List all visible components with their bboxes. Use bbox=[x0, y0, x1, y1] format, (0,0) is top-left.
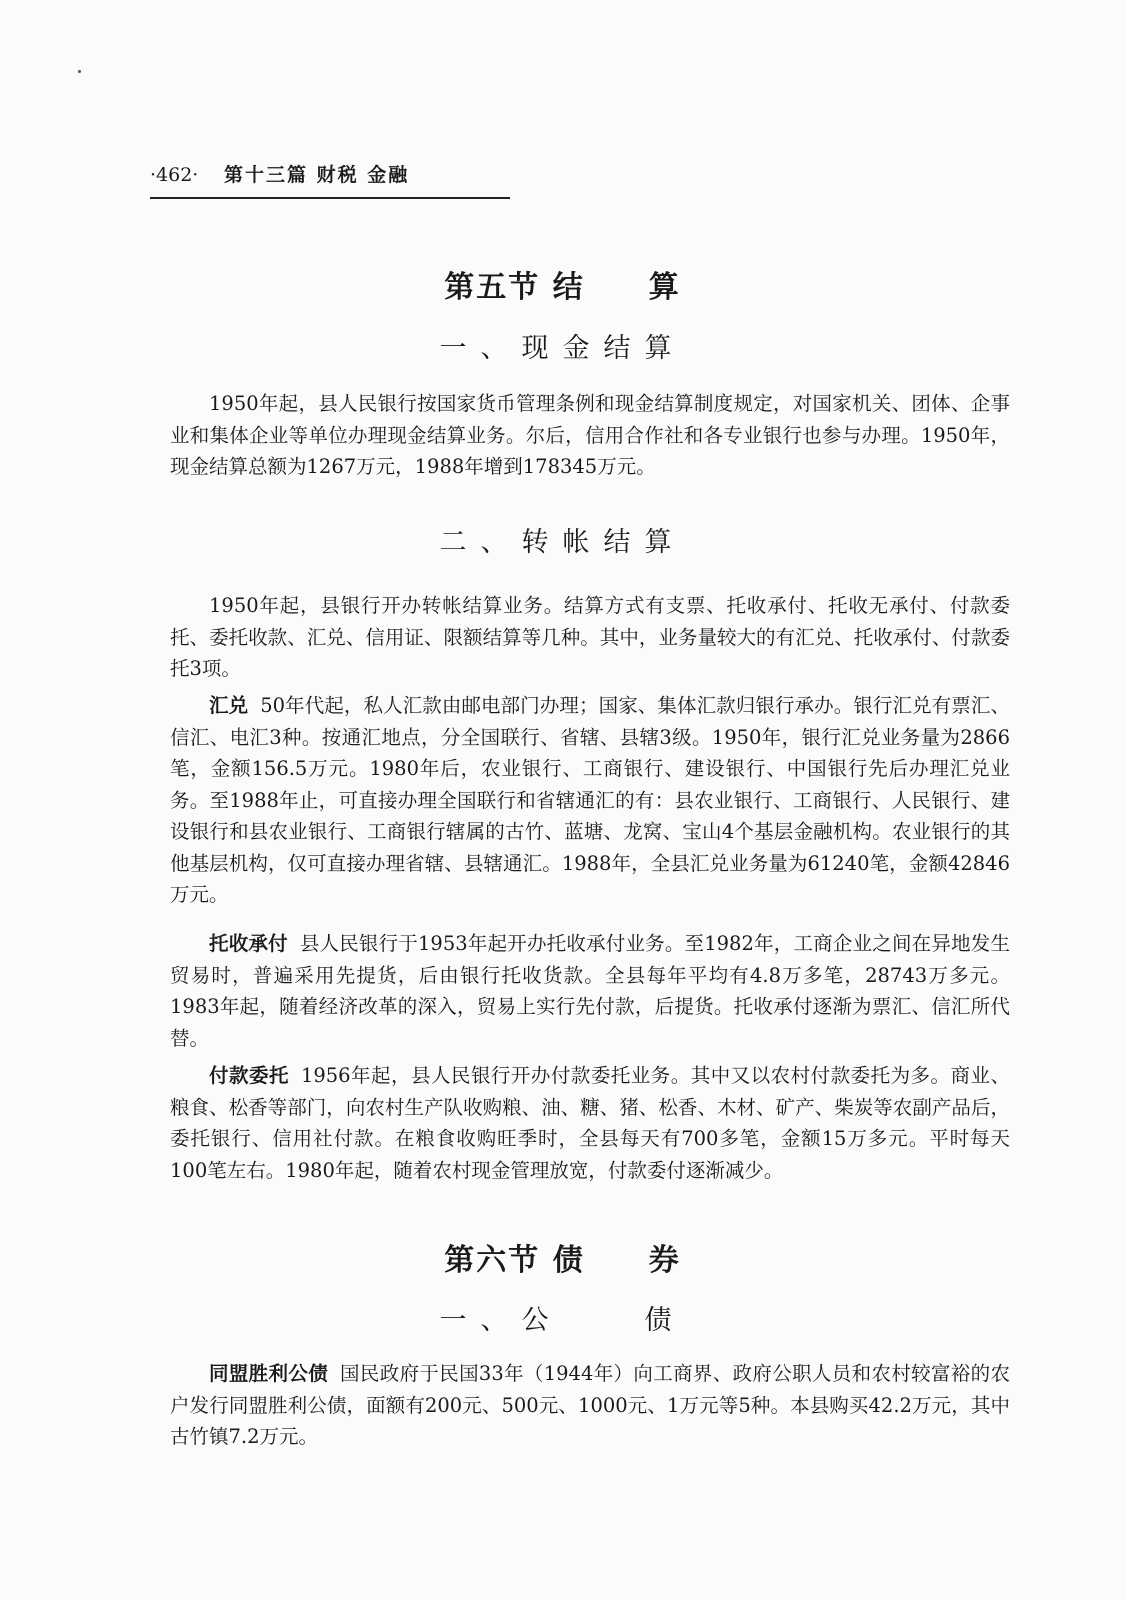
paragraph-lead-term: 同盟胜利公债 bbox=[209, 1362, 329, 1385]
paragraph-victory-bonds bbox=[170, 1358, 1010, 1453]
paragraph-payment-entrustment bbox=[170, 1060, 1010, 1186]
subsection-title-transfer-settlement: 二、转帐结算 bbox=[439, 527, 686, 558]
paragraph-cash-settlement bbox=[170, 388, 1010, 483]
paragraph-collection-acceptance bbox=[170, 928, 1010, 1054]
paragraph-remittance bbox=[170, 690, 1010, 911]
paragraph-lead-term: 汇兑 bbox=[209, 694, 249, 717]
part-title: 第十三篇 财税 金融 bbox=[223, 164, 410, 186]
scan-speck bbox=[78, 70, 81, 73]
paragraph-text: 县人民银行于1953年起开办托收承付业务。至1982年，工商企业之间在异地发生贸易时，普遍采用先提货，后由银行托收货款。全县每年平均有4.8万多笔，28743万多元。1983年起，随着经济改革的深入，贸易上实行先付款，后提货。托收承付逐渐为票汇、信汇所代替。 bbox=[170, 932, 1010, 1050]
paragraph-text: 国民政府于民国33年（1944年）向工商界、政府公职人员和农村较富裕的农户发行同盟胜利公债，面额有200元、500元、1000元、1万元等5种。本县购买42.2万元，其中古竹镇7.2万元。 bbox=[170, 1362, 1010, 1448]
running-header bbox=[150, 160, 510, 199]
paragraph-lead-term: 托收承付 bbox=[209, 932, 288, 955]
page-number: ·462· bbox=[150, 164, 199, 186]
subsection-title-cash-settlement: 一、现金结算 bbox=[439, 333, 686, 364]
paragraph-text: 50年代起，私人汇款由邮电部门办理；国家、集体汇款归银行承办。银行汇兑有票汇、信汇、电汇3种。按通汇地点，分全国联行、省辖、县辖3级。1950年，银行汇兑业务量为2866笔，金额156.5万元。1980年后，农业银行、工商银行、建设银行、中国银行先后办理汇兑业务。至1988年止，可直接办理全国联行和省辖通汇的有：县农业银行、工商银行、人民银行、建设银行和县农业银行、工商银行辖属的古竹、蓝塘、龙窝、宝山4个基层金融机构。农业银行的其他基层机构，仅可直接办理省辖、县辖通汇。1988年，全县汇兑业务量为61240笔，金额42846万元。 bbox=[170, 694, 1010, 906]
paragraph-text: 1950年起，县银行开办转帐结算业务。结算方式有支票、托收承付、托收无承付、付款委托、委托收款、汇兑、信用证、限额结算等几种。其中，业务量较大的有汇兑、托收承付、付款委托3项。 bbox=[170, 594, 1010, 680]
paragraph-text: 1956年起，县人民银行开办付款委托业务。其中又以农村付款委托为多。商业、粮食、松香等部门，向农村生产队收购粮、油、糖、猪、松香、木材、矿产、柴炭等农副产品后，委托银行、信用社付款。在粮食收购旺季时，全县每天有700多笔，金额15万多元。平时每天100笔左右。1980年起，随着农村现金管理放宽，付款委付逐渐减少。 bbox=[170, 1064, 1010, 1182]
paragraph-text: 1950年起，县人民银行按国家货币管理条例和现金结算制度规定，对国家机关、团体、企事业和集体企业等单位办理现金结算业务。尔后，信用合作社和各专业银行也参与办理。1950年，现金结算总额为1267万元，1988年增到178345万元。 bbox=[170, 392, 1010, 478]
subsection-title-public-debt: 一、公 债 bbox=[439, 1305, 686, 1336]
section-title-settlement: 第五节 结 算 bbox=[444, 270, 681, 305]
paragraph-transfer-intro bbox=[170, 590, 1010, 685]
paragraph-lead-term: 付款委托 bbox=[209, 1064, 289, 1087]
section-title-bonds: 第六节 债 券 bbox=[444, 1243, 681, 1278]
